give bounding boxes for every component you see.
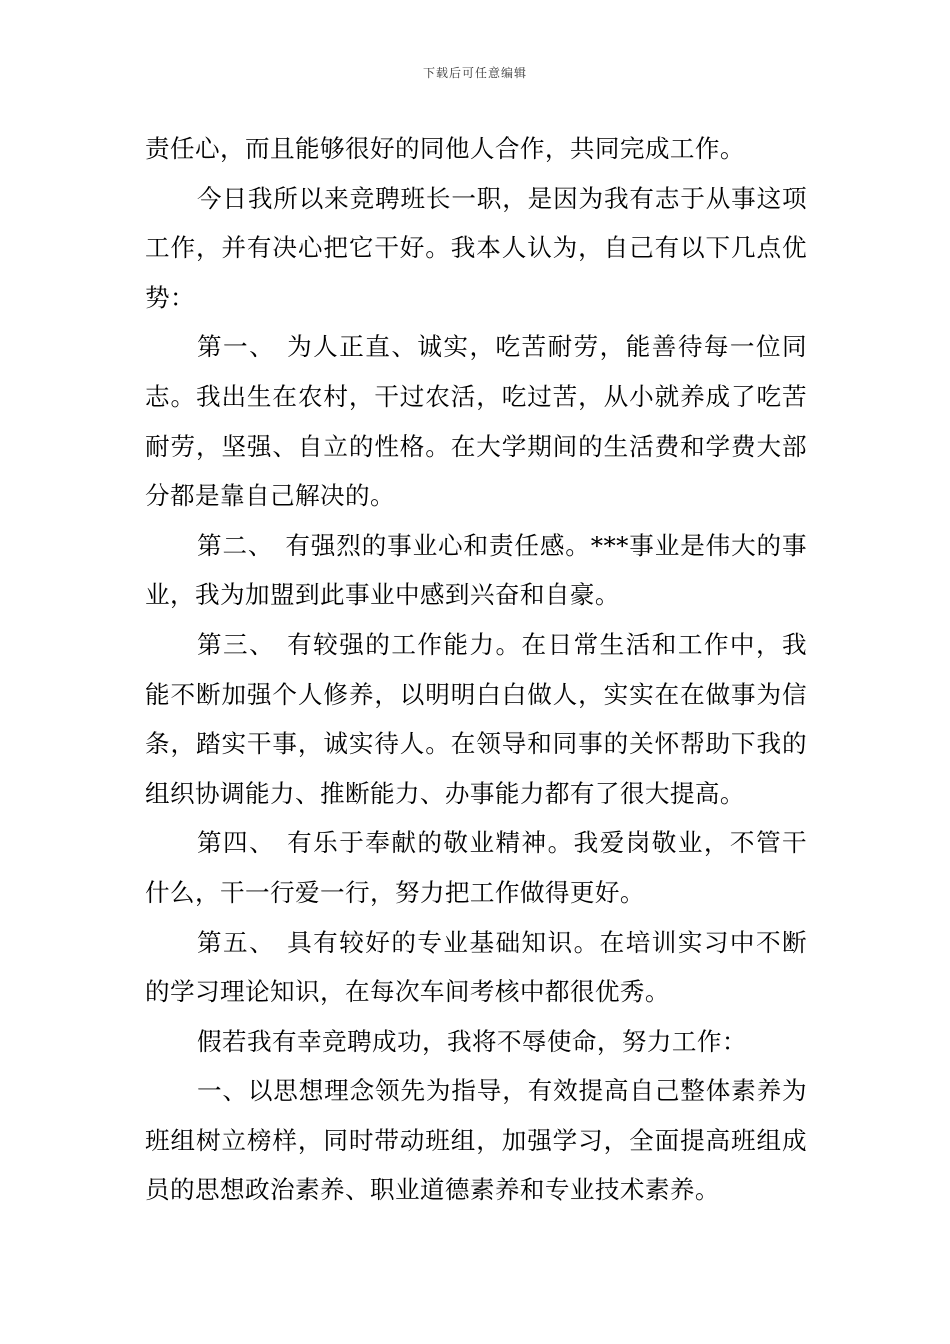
paragraph-text: 责任心，而且能够很好的同他人合作，共同完成工作。 xyxy=(145,134,745,163)
item-label: 第四、 xyxy=(197,828,276,858)
header-note: 下载后可任意编辑 xyxy=(422,66,527,80)
paragraph-text: 有较强的工作能力。在日常生活和工作中，我能不断加强个人修养，以明明白白做人，实实在在做事为信条，踏实干事，诚实待人。在领导和同事的关怀帮助下我的组织协调能力、推断能力、办事能力都有了很大提高。 xyxy=(145,629,807,808)
paragraph-text: 为人正直、诚实，吃苦耐劳，能善待每一位同志。我出生在农村，干过农活，吃过苦，从小就养成了吃苦耐劳，坚强、自立的性格。在大学期间的生活费和学费大部分都是靠自己解决的。 xyxy=(145,332,807,511)
paragraph-text: 假若我有幸竞聘成功，我将不辱使命，努力工作： xyxy=(197,1026,747,1056)
paragraph-text: 有强烈的事业心和责任感。***事业是伟大的事业，我为加盟到此事业中感到兴奋和自豪。 xyxy=(145,530,807,610)
paragraph-text: 有乐于奉献的敬业精神。我爱岗敬业，不管干什么，干一行爱一行，努力把工作做得更好。 xyxy=(145,828,807,907)
item-label: 第五、 xyxy=(197,927,276,957)
paragraph-intro-continuation xyxy=(145,124,807,174)
item-label: 第二、 xyxy=(197,530,274,560)
item-label: 第一、 xyxy=(197,332,276,362)
body-text xyxy=(145,124,807,1215)
item-label: 第三、 xyxy=(197,629,276,659)
paragraph-advantage-5 xyxy=(145,918,807,1017)
paragraph-text: 具有较好的专业基础知识。在培训实习中不断的学习理论知识，在每次车间考核中都很优秀。 xyxy=(145,927,807,1007)
paragraph-advantage-3 xyxy=(145,620,807,818)
paragraph-commitment xyxy=(145,1017,807,1067)
paragraph-plan-1 xyxy=(145,1066,807,1215)
paragraph-advantage-1 xyxy=(145,322,807,520)
paragraph-advantage-4 xyxy=(145,818,807,917)
paragraph-text: 今日我所以来竞聘班长一职，是因为我有志于从事这项工作，并有决心把它干好。我本人认为，自己有以下几点优势： xyxy=(145,183,807,312)
paragraph-motivation xyxy=(145,174,807,323)
paragraph-advantage-2 xyxy=(145,521,807,620)
paragraph-text: 一、以思想理念领先为指导，有效提高自己整体素养为班组树立榜样，同时带动班组，加强学习，全面提高班组成员的思想政治素养、职业道德素养和专业技术素养。 xyxy=(145,1076,807,1205)
